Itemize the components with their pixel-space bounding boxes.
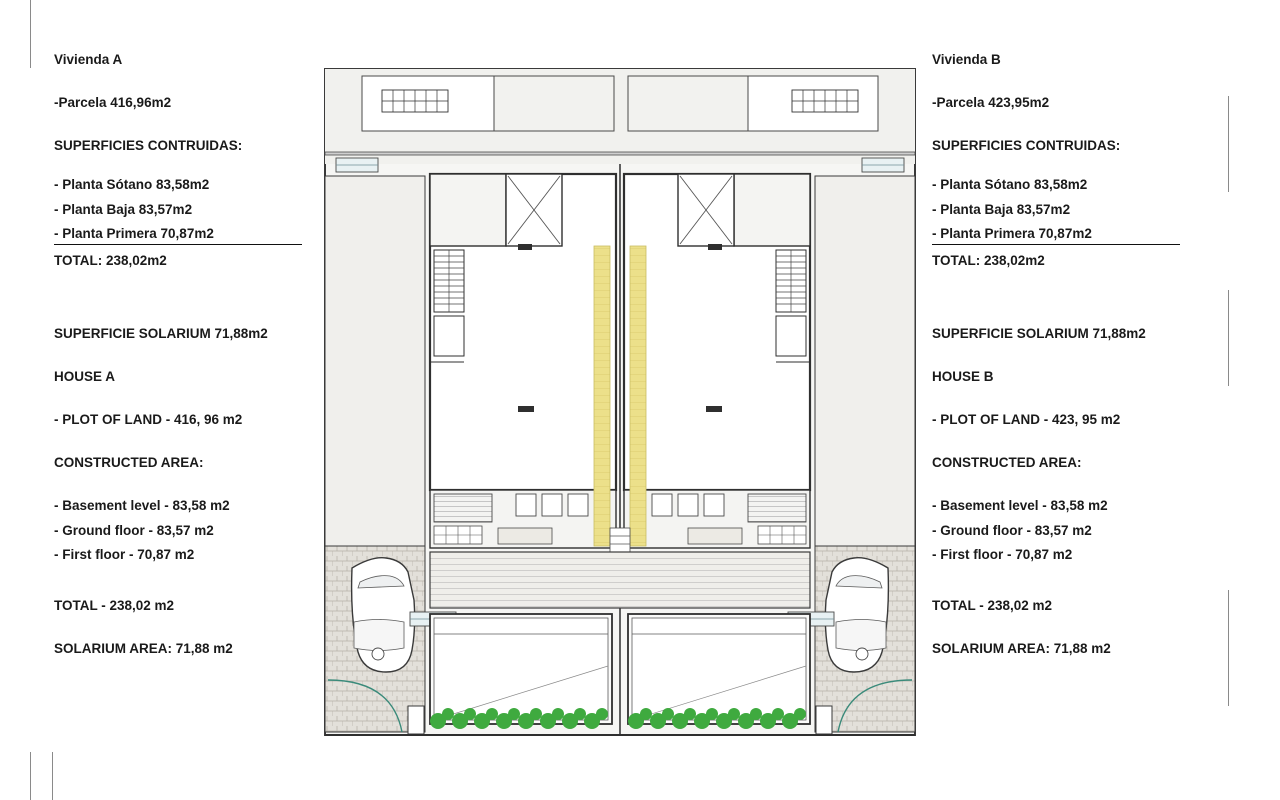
house-a-solarium: SUPERFICIE SOLARIUM 71,88m2: [54, 326, 268, 342]
house-a-total-en: TOTAL - 238,02 m2: [54, 598, 175, 614]
house-a-area-first-en: - First floor - 70,87 m2: [54, 547, 195, 563]
floor-plan-svg: [322, 66, 918, 738]
path-house-a: [594, 246, 610, 546]
solar-panel-array-a: [382, 90, 448, 112]
house-b-total-en: TOTAL - 238,02 m2: [932, 598, 1053, 614]
house-a-marker-top: [518, 244, 532, 250]
sheet-rule-right-mid: [1228, 290, 1229, 386]
house-b-front-terrace: [624, 490, 810, 548]
house-b-area-basement: - Planta Sótano 83,58m2: [932, 176, 1088, 192]
pool-house-b: [628, 614, 810, 724]
house-b-area-first-text: - Planta Primera 70,87m2: [932, 226, 1092, 245]
front-decking: [430, 552, 810, 608]
house-b-area-first: [932, 226, 1202, 245]
car-house-a: [352, 558, 415, 672]
house-b-title: Vivienda B: [932, 52, 1001, 67]
house-a-area-ground: - Planta Baja 83,57m2: [54, 201, 193, 217]
house-b-marker-bottom: [706, 406, 722, 412]
house-a-area-ground-en: - Ground floor - 83,57 m2: [54, 522, 214, 538]
sheet-rule-left-inner: [52, 752, 53, 800]
house-b-total: TOTAL: 238,02m2: [932, 253, 1045, 269]
house-b-structure: [624, 174, 810, 490]
sheet-rule-left-outer: [30, 0, 31, 68]
house-a-front-terrace: [430, 490, 616, 548]
house-a-title: Vivienda A: [54, 52, 123, 67]
pool-house-a: [430, 614, 612, 724]
solar-panel-array-b: [792, 90, 858, 112]
house-b-staircase: [776, 250, 806, 312]
path-house-b: [630, 246, 646, 546]
house-a-marker-bottom: [518, 406, 534, 412]
house-a-staircase: [434, 250, 464, 312]
house-b-area-first-en: - First floor - 70,87 m2: [932, 547, 1073, 563]
house-a-total: TOTAL: 238,02m2: [54, 253, 167, 269]
house-b-plot: -Parcela 423,95m2: [932, 94, 1050, 110]
house-a-area-first-text: - Planta Primera 70,87m2: [54, 226, 214, 245]
house-b-area-ground: - Planta Baja 83,57m2: [932, 201, 1071, 217]
house-a-plot-en: - PLOT OF LAND - 416, 96 m2: [54, 411, 243, 427]
house-b-title-en: HOUSE B: [932, 369, 994, 384]
house-a-area-first: [54, 226, 324, 245]
house-b-info-panel: [932, 52, 1202, 658]
house-a-solarium-en: SOLARIUM AREA: 71,88 m2: [54, 641, 233, 657]
house-b-marker-top: [708, 244, 722, 250]
rear-yard-zone: [325, 69, 915, 164]
house-b-areas-heading: SUPERFICIES CONTRUIDAS:: [932, 137, 1121, 153]
house-a-areas-heading: SUPERFICIES CONTRUIDAS:: [54, 137, 243, 153]
floor-plan-drawing: [322, 66, 918, 738]
house-a-structure: [430, 174, 616, 490]
house-b-area-ground-en: - Ground floor - 83,57 m2: [932, 522, 1092, 538]
sheet-rule-right-lower: [1228, 590, 1229, 706]
house-a-area-basement: - Planta Sótano 83,58m2: [54, 176, 210, 192]
car-house-b: [825, 558, 888, 672]
house-a-area-basement-en: - Basement level - 83,58 m2: [54, 497, 230, 513]
house-b-solarium: SUPERFICIE SOLARIUM 71,88m2: [932, 326, 1146, 342]
house-b-solarium-en: SOLARIUM AREA: 71,88 m2: [932, 641, 1111, 657]
house-a-info-panel: [54, 52, 324, 658]
sheet-rule-left-lower: [30, 752, 31, 800]
house-b-areas-heading-en: CONSTRUCTED AREA:: [932, 454, 1082, 470]
house-a-areas-heading-en: CONSTRUCTED AREA:: [54, 454, 204, 470]
house-a-title-en: HOUSE A: [54, 369, 116, 384]
house-b-area-basement-en: - Basement level - 83,58 m2: [932, 497, 1108, 513]
house-a-plot: -Parcela 416,96m2: [54, 94, 172, 110]
sheet-rule-right-upper: [1228, 96, 1229, 192]
house-b-plot-en: - PLOT OF LAND - 423, 95 m2: [932, 411, 1121, 427]
